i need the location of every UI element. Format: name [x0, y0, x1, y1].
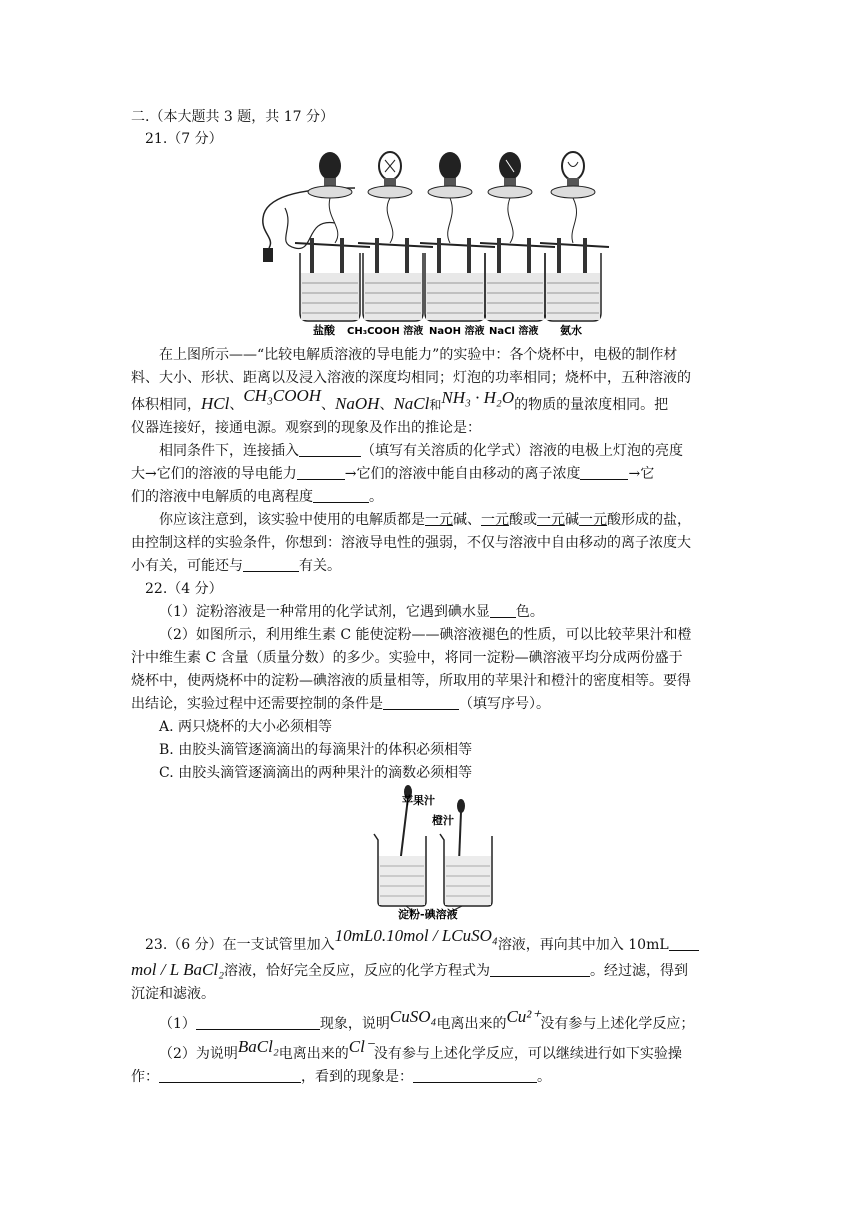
text: 它们的溶液的导电能力 [156, 466, 297, 482]
q22-option-c: C. 由胶头滴管逐滴滴出的两种果汁的滴数必须相等 [159, 765, 473, 781]
q21-p2-line1 [159, 440, 683, 462]
q21-conductivity-figure [255, 148, 610, 340]
q22-p2-line1: （2）如图所示，利用维生素 C 能使淀粉——碘溶液褪色的性质，可以比较苹果汁和橙 [159, 627, 692, 643]
q21-p1-line3 [131, 386, 669, 416]
q23-line2 [131, 959, 688, 982]
answer-blank-ion-concentration[interactable] [580, 465, 628, 480]
formula-bacl2: mol / L BaCl₂ [131, 960, 224, 979]
formula-hcl: HCl [201, 394, 230, 413]
formula-cu-ion: Cu²⁺ [506, 1007, 541, 1026]
q21-number: 21.（7 分） [145, 131, 223, 147]
q22-p2-line4 [131, 693, 550, 715]
text: 们的溶液中电解质的电离程度 [131, 489, 313, 505]
underlined-term: 一元 [579, 512, 607, 528]
q23-sub1 [159, 1007, 695, 1035]
underlined-term: 一元 [537, 512, 565, 528]
formula-ch3cooh: CH₃COOH [243, 386, 322, 405]
text: 电离出来的 [278, 1046, 349, 1062]
text: 体积相同， [131, 397, 201, 413]
text: （1）淀粉溶液是一种常用的化学试剂，它遇到碘水显 [159, 604, 490, 620]
text: 它 [640, 466, 655, 482]
underlined-term: 一元 [425, 512, 453, 528]
q22-beakers-figure [366, 784, 506, 920]
text: 有关。 [299, 558, 341, 574]
arrow-icon: → [145, 466, 157, 482]
text: 酸或 [509, 512, 537, 528]
text: （填写有关溶质的化学式）溶液的电极上灯泡的亮度 [361, 443, 683, 459]
answer-blank-factor[interactable] [243, 557, 299, 572]
answer-blank-observation[interactable] [413, 1068, 537, 1083]
text: 。经过滤，得到 [589, 963, 688, 979]
text: 你应该注意到，该实验中使用的电解质都是 [159, 512, 425, 528]
text: （1） [159, 1016, 196, 1032]
text: 现象，说明 [319, 1016, 390, 1032]
text: 溶液，恰好完全反应，反应的化学方程式为 [223, 963, 490, 979]
underlined-term: 一元 [481, 512, 509, 528]
formula-nacl: NaCl [393, 394, 430, 413]
text: （填写序号）。 [459, 696, 550, 712]
q23-sub2-line1 [159, 1037, 682, 1065]
fig-label-ch3cooh: CH₃COOH 溶液 [347, 326, 424, 337]
text: 碱、 [453, 512, 481, 528]
text: 没有参与上述化学反应； [540, 1016, 695, 1032]
q22-p2-line3: 烧杯中，使两烧杯中的淀粉—碘溶液的质量相等，所取用的苹果汁和橙汁的密度相等。要得 [131, 673, 691, 689]
answer-blank-solutes[interactable] [299, 442, 361, 457]
section-header: 二.（本大题共 3 题，共 17 分） [131, 109, 334, 125]
arrow-icon: → [344, 466, 357, 482]
q21-p1-line4: 仪器连接好，接通电源。观察到的现象及作出的推论是： [131, 420, 481, 436]
text: 小有关，可能还与 [131, 558, 243, 574]
q21-p3-line2: 由控制这样的实验条件，你想到：溶液导电性的强弱，不仅与溶液中自由移动的离子浓度大 [131, 535, 691, 551]
answer-blank-operation[interactable] [159, 1068, 301, 1083]
text: 大 [131, 466, 145, 482]
q21-p3-line3 [131, 555, 341, 577]
text: 相同条件下，连接插入 [159, 443, 299, 459]
q23-sub2-line2 [131, 1066, 551, 1088]
text: （2）为说明 [159, 1046, 238, 1062]
separator: 、 [321, 397, 336, 413]
fig-label-orange-juice: 橙汁 [432, 814, 454, 827]
text: 的物质的量浓度相同。把 [514, 397, 669, 413]
answer-blank-conditions[interactable] [383, 695, 459, 710]
answer-blank-color[interactable] [490, 603, 516, 618]
formula-cuso4-solution: 10mL0.10mol / LCuSO₄ [334, 926, 498, 945]
q22-p2-line2: 汁中维生素 C 含量（质量分数）的多少。实验中，将同一淀粉—碘溶液平均分成两份盛于 [131, 650, 683, 666]
text: 色。 [515, 604, 544, 620]
q22-number: 22.（4 分） [145, 581, 223, 597]
formula-nh3h2o: NH₃ · H₂O [441, 388, 515, 407]
text: 溶液，再向其中加入 10mL [497, 937, 669, 953]
text: 碱 [565, 512, 579, 528]
text: 没有参与上述化学反应，可以继续进行如下实验操 [373, 1046, 682, 1062]
q21-p2-line2 [131, 463, 654, 485]
text: 酸形成的盐， [607, 512, 691, 528]
answer-blank-conductivity[interactable] [297, 465, 345, 480]
separator: 、 [229, 397, 244, 413]
formula-cl-ion: Cl⁻ [348, 1037, 374, 1056]
answer-blank-concentration[interactable] [669, 936, 699, 951]
q21-p3-line1 [159, 509, 691, 531]
q22-option-b: B. 由胶头滴管逐滴滴出的每滴果汁的体积必须相等 [159, 742, 473, 758]
fig-label-hcl: 盐酸 [313, 324, 335, 337]
text: 23.（6 分）在一支试管里加入 [145, 937, 335, 953]
formula-naoh: NaOH [335, 394, 380, 413]
fig-label-ammonia: 氨水 [560, 324, 582, 337]
text: 作： [131, 1069, 159, 1085]
q23-line3: 沉淀和滤液。 [131, 986, 215, 1002]
fig-label-apple-juice: 苹果汁 [402, 794, 435, 807]
q23-line1 [145, 926, 699, 956]
text: 它们的溶液中能自由移动的离子浓度 [356, 466, 581, 482]
fig-label-nacl: NaCl 溶液 [489, 326, 539, 337]
formula-cuso4: CuSO₄ [389, 1007, 437, 1026]
q21-p1-line2: 料、大小、形状、距离以及浸入溶液的深度均相同；灯泡的功率相同；烧杯中，五种溶液的 [131, 370, 691, 386]
q22-p1 [159, 601, 544, 623]
and-text: 和 [429, 398, 442, 412]
answer-blank-equation[interactable] [490, 962, 590, 977]
text: 。 [369, 489, 383, 505]
q21-p1-line1: 在上图所示——“比较电解质溶液的导电能力”的实验中：各个烧杯中，电极的制作材 [159, 347, 678, 363]
q22-option-a: A. 两只烧杯的大小必须相等 [159, 719, 333, 735]
answer-blank-phenomenon[interactable] [196, 1015, 320, 1030]
separator: 、 [379, 397, 394, 413]
text: 电离出来的 [436, 1016, 507, 1032]
text: ，看到的现象是： [301, 1069, 413, 1085]
text: 出结论，实验过程中还需要控制的条件是 [131, 696, 383, 712]
answer-blank-ionization[interactable] [313, 488, 369, 503]
formula-bacl2: BaCl₂ [237, 1037, 279, 1056]
text: 。 [537, 1069, 551, 1085]
fig-label-starch-iodine: 淀粉-碘溶液 [398, 908, 458, 920]
q21-p2-line3 [131, 486, 383, 508]
arrow-icon: → [628, 466, 641, 482]
fig-label-naoh: NaOH 溶液 [429, 326, 485, 337]
